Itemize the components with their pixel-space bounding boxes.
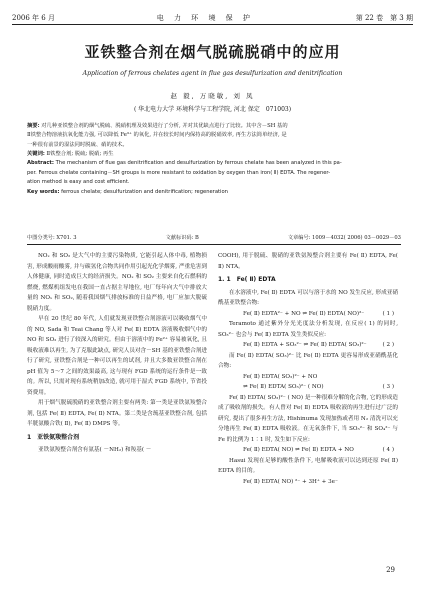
- authors: 赵 毅, 万晓敏, 刘 凤: [170, 92, 255, 100]
- body-paragraph: 早在 20 世纪 80 年代, 人们就发现亚铁整合剂溶液可以吸收烟气中的 NO, Sada 和 Teai Chang 等人对 Fe( Ⅱ) EDTA 溶液吸收烟气中的 NO 和 SO₂ 进行了较深入的研究。但由于溶液中的 Fe²⁺ 容易被氧化, 且吸收液难以再生, 为了克服此缺点, 研究人员对含－SH 基的亚铁整合剂进行了研究, 亚铁整合剂是一种可以再生的试剂, 并且大多数亚铁整合剂在 pH 值为 5～7 之间的效果最高, 这与现有 FGD 系统的运行条件是一致的。所以, 只需对现有系统稍加改造, 就可用于湿式 FGD 系统中, 节省投资费用。: [27, 316, 207, 396]
- keywords-en-text: ferrous chelate; desulfurization and denitrification; regeneration: [61, 188, 228, 195]
- keywords-zh-label: 关键词:: [27, 150, 45, 157]
- equation-3a: [218, 372, 398, 383]
- right-column: [218, 251, 398, 487]
- article-number: 文章编号: 1009－4032( 2006) 03－0029－03: [287, 235, 401, 241]
- header-volume: 第 22 卷 第 3 期: [355, 14, 413, 22]
- body-paragraph: Teramoto 通过紫外分光光度法分析发现, 在反应( 1) 的同时, SO₃²⁻ 也会与 Fe( Ⅱ) EDTA 发生类似反应:: [218, 321, 398, 338]
- abstract-en-line: The mechanism of flue gas denitrification and desulfurization by ferrous chelate has been analyzed in this pa-: [55, 160, 342, 167]
- equation-text: Fe( Ⅱ) EDTA( NO) ⇌ Fe( Ⅱ) EDTA + NO: [243, 447, 354, 453]
- section-heading: 1 亚铁氨羧整合剂: [27, 433, 80, 441]
- abstract-en-line: per. Ferrous chelate containing－SH groups is more resistant to oxidation by oxygen than iron( Ⅱ) EDTA. The regener-: [27, 169, 331, 176]
- abstract-zh-label: 摘要:: [27, 123, 40, 129]
- equation-1: [218, 309, 398, 320]
- equation-number: ( 1 ): [382, 310, 394, 317]
- body-paragraph: 用于烟气脱硫脱硝的亚铁整合剂主要有两类: 第一类是亚铁氨羧整合剂, 包括 Fe( Ⅱ) EDTA, Fe( Ⅱ) NTA。第二类是含巯基亚铁整合剂, 包括半胱氨酸合铁( Ⅱ), Fe( Ⅱ) DMPS 等。: [27, 400, 207, 427]
- document-code: 文献标识码: B: [165, 235, 199, 241]
- equation-4: [218, 445, 398, 456]
- body-paragraph: COOH), 用于脱硫、脱硝的亚铁氨羧整合剂主要有 Fe( Ⅱ) EDTA, Fe( Ⅱ) NTA。: [218, 253, 398, 270]
- equation-text: Fe( Ⅱ) EDTA + SO₃²⁻ ⇌ Fe( Ⅱ) EDTA( SO₃)²⁻: [243, 342, 367, 348]
- keywords-zh-text: Ⅱ铁整合剂; 脱硫; 脱硝; 再生: [46, 150, 114, 157]
- abstract-en-label: Abstract:: [27, 160, 54, 167]
- abstract-block: [27, 122, 401, 197]
- equation-text: Fe( Ⅱ) EDTA²⁻ + NO ⇌ Fe( Ⅱ) EDTA( NO)²⁻: [243, 310, 365, 317]
- abstract-en-line: ation method is easy and cost efficient.: [27, 179, 130, 186]
- abstract-zh-line: 对几种亚铁整合剂的烟气脱硫、脱硝机理及效果进行了分析, 并对其优缺点进行了比较。其中含－SH 基的: [41, 123, 288, 129]
- equation-text: Fe( Ⅱ) EDTA( NO) ²⁻ + 3H⁺ + 3e⁻: [243, 478, 338, 485]
- equation-number: ( 3 ): [382, 384, 394, 390]
- header-journal: 电 力 环 境 保 护: [156, 14, 254, 22]
- equation-number: ( 2 ): [382, 342, 394, 348]
- page-number: 29: [386, 566, 395, 574]
- body-paragraph: Hasui 发现在足够的酸性条件下, 电解吸收液可以达到还原 Fe( Ⅱ) EDTA 的目的。: [218, 457, 398, 474]
- running-header: [12, 9, 413, 23]
- paper-title-en: Application of ferrous chelates agent in flue gas desulfurization and denitrification: [82, 70, 343, 77]
- equation-number: ( 4 ): [382, 447, 394, 453]
- abstract-zh-line: Ⅱ铁整合物溶液抗氧化能力强, 可以降低 Fe³⁺ 的氧化, 并在较长时间内保持高的脱硝效率, 再生方法简单经济, 是: [27, 132, 287, 139]
- body-paragraph: Fe( Ⅱ) EDTA( SO₃)²⁻ ( NO) 是一种很难分解的化合物, 它的形成造成了吸收剂的损失。有人曾对 Fe( Ⅱ) EDTA 吸收液的再生进行过广泛的研究, 提出了很多再生方法, Hishinuma 发现加热或者用 N₂ 清洗可以充分地再生 Fe( Ⅱ) EDTA 吸收液。在无氧条件下, 当 SO₃²⁻ 和 SO₄²⁻ 与 Fe 的比例为 1∶1 时, 发生如下反应:: [218, 394, 398, 443]
- equation-2: [218, 340, 398, 351]
- keywords-zh: [27, 150, 401, 159]
- header-rule: [12, 24, 413, 25]
- abstract-zh: [27, 122, 401, 131]
- body-paragraph: 亚铁氨羧整合剂含有氨基( －NH₂) 和羧基( －: [38, 447, 152, 453]
- equation-text: Fe( Ⅱ) EDTA( SO₃)²⁻ + NO: [243, 373, 318, 380]
- body-paragraph: NOₓ 和 SO₂ 是大气中的主要污染物质, 它能引起人体中毒, 植物损害, 形成酸雨酸雾, 并与碳氢化合物共同作用引起光化学烟雾, 严重危害到人体健康, 同时造成巨大的经济损失。NOₓ 和 SO₂ 主要来自化石燃料的燃烧, 燃煤机组发电在我国一直占据主导地位, 电厂每年向大气中排放大量的 NOₓ 和 SO₂, 随着我国烟气排放标准的日益严格, 电厂应加大脱硫脱硝力度。: [27, 253, 207, 312]
- body-paragraph: 而 Fe( Ⅱ) EDTA( SO₃)²⁻ 比 Fe( Ⅱ) EDTA 更容易形成亚硝酰基化合物:: [218, 352, 398, 369]
- clc-number: 中图分类号: X701. 3: [27, 235, 77, 241]
- body-rule: [27, 244, 401, 245]
- left-column: [27, 251, 207, 456]
- header-date: 2006 年 6 月: [12, 14, 55, 22]
- body-paragraph: 在水溶液中, Fe( Ⅱ) EDTA 可以与溶于水的 NO 发生反应, 形成亚硝酰基亚铁整合物:: [218, 289, 398, 306]
- equation-3b: [218, 382, 398, 393]
- abstract-en: [27, 159, 401, 169]
- paper-title-zh: 亚铁整合剂在烟气脱硫脱硝中的应用: [84, 43, 341, 61]
- keywords-en-label: Key words:: [27, 188, 60, 195]
- affiliation: ( 华北电力大学 环境科学与工程学院, 河北 保定 071003): [133, 106, 292, 113]
- equation-text: ⇌ Fe( Ⅱ) EDTA( SO₃)²⁻ ( NO): [243, 384, 324, 390]
- subsection-heading: 1. 1 Fe( Ⅱ) EDTA: [218, 276, 276, 283]
- classification-line: [27, 234, 401, 241]
- keywords-en: [27, 188, 401, 198]
- equation-5: [218, 477, 398, 488]
- abstract-zh-line: 一种很有前景的湿法同时脱硫、硝的技术。: [27, 141, 128, 148]
